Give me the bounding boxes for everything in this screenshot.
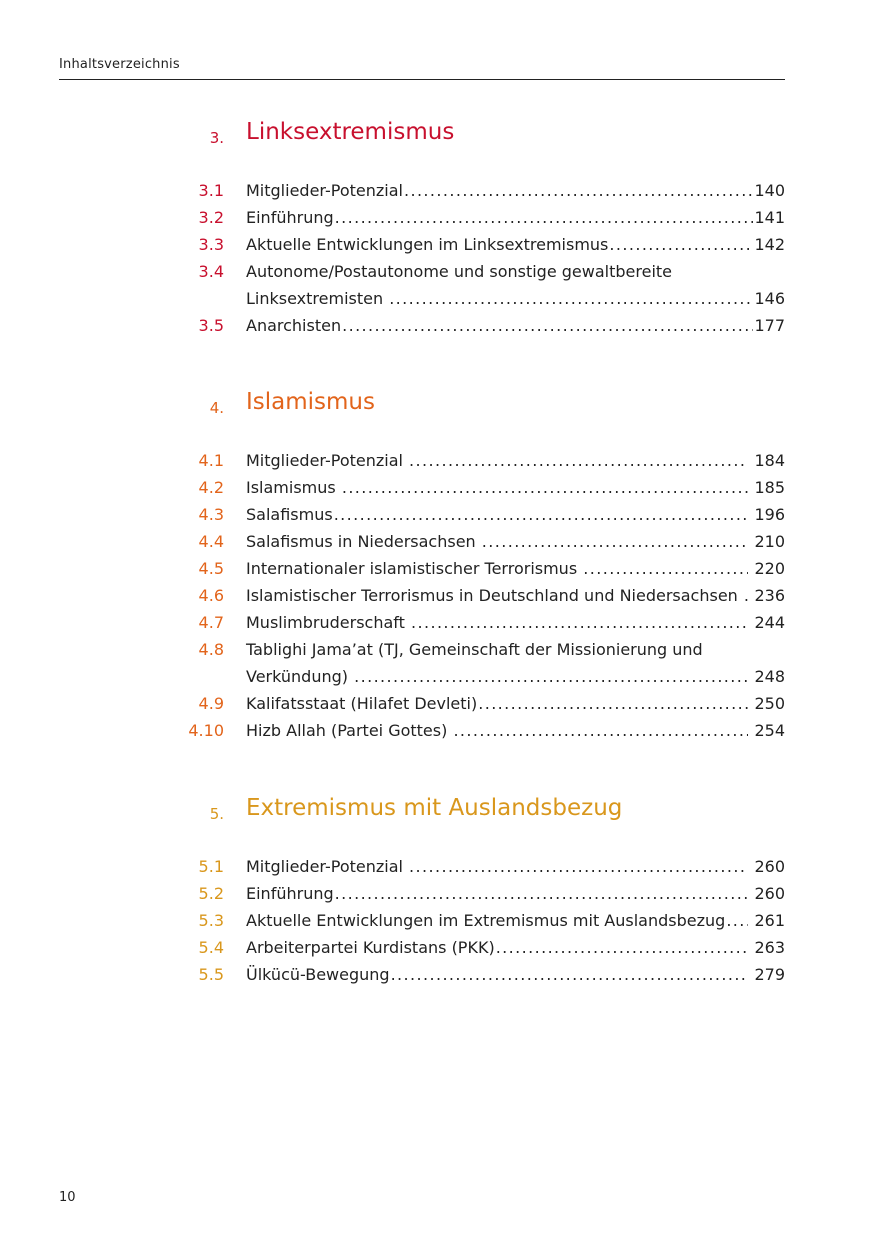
toc-entry[interactable] [170, 447, 785, 474]
toc-entry[interactable] [170, 907, 785, 934]
entry-page: 236 [749, 586, 785, 605]
dot-leader [744, 582, 748, 609]
dot-leader [335, 204, 754, 231]
toc-entry[interactable] [170, 582, 785, 609]
dot-leader [354, 663, 748, 690]
chapter-heading [170, 120, 785, 150]
dot-leader [391, 961, 749, 988]
entry-page: 250 [749, 694, 785, 713]
entry-title: Islamismus [246, 478, 341, 497]
toc-entry[interactable] [170, 474, 785, 501]
entry-number: 4.2 [198, 478, 224, 497]
entry-title: Aktuelle Entwicklungen im Linksextremismus [246, 235, 609, 254]
entry-number: 3.4 [198, 262, 224, 281]
entry-number: 5.3 [198, 911, 224, 930]
dot-leader [478, 690, 748, 717]
entry-title: Einführung [246, 208, 334, 227]
entry-title: Internationaler islamistischer Terrorismus [246, 559, 583, 578]
entry-title: Islamistischer Terrorismus in Deutschland und Niedersachsen [246, 586, 743, 605]
dot-leader [409, 447, 748, 474]
chapter-title: Linksextremismus [246, 119, 455, 145]
entry-title: Autonome/Postautonome und sonstige gewaltbereite [246, 262, 672, 281]
toc-entry[interactable] [170, 204, 785, 231]
toc-entry[interactable] [170, 501, 785, 528]
entry-page: 260 [749, 857, 785, 876]
entry-title: Salafismus in Niedersachsen [246, 532, 481, 551]
chapter-5 [170, 796, 785, 988]
entry-title: Anarchisten [246, 316, 342, 335]
toc-entry[interactable] [170, 690, 785, 717]
toc-entry[interactable] [170, 528, 785, 555]
entry-number: 4.6 [198, 586, 224, 605]
dot-leader [335, 880, 749, 907]
entry-number: 5.5 [198, 965, 224, 984]
entry-title: Mitglieder-Potenzial [246, 857, 409, 876]
dot-leader [453, 717, 748, 744]
entry-page: 261 [749, 911, 785, 930]
toc-entry[interactable] [170, 258, 785, 312]
entry-page: 142 [754, 235, 785, 254]
entry-number: 3.3 [198, 235, 224, 254]
entry-title: Muslimbruderschaft [246, 613, 410, 632]
running-head: Inhaltsverzeichnis [59, 57, 180, 72]
dot-leader [496, 934, 749, 961]
toc-entry[interactable] [170, 853, 785, 880]
entry-title: Mitglieder-Potenzial [246, 181, 403, 200]
entry-number: 3.1 [198, 181, 224, 200]
entry-page: 260 [749, 884, 785, 903]
entry-page: 254 [749, 721, 785, 740]
entry-title: Ülkücü-Bewegung [246, 965, 390, 984]
entry-page: 220 [749, 559, 785, 578]
toc-entry[interactable] [170, 934, 785, 961]
toc-entry[interactable] [170, 609, 785, 636]
entry-title: Arbeiterpartei Kurdistans (PKK) [246, 938, 495, 957]
entry-page: 140 [754, 181, 785, 200]
page-number: 10 [59, 1190, 76, 1205]
chapter-heading [170, 796, 785, 826]
dot-leader [409, 853, 748, 880]
entry-number: 4.1 [198, 451, 224, 470]
toc-entry[interactable] [170, 717, 785, 744]
entry-title: Aktuelle Entwicklungen im Extremismus mit Auslandsbezug [246, 911, 726, 930]
entry-number: 4.8 [198, 640, 224, 659]
entry-page: 263 [749, 938, 785, 957]
chapter-title: Islamismus [246, 389, 375, 415]
entry-title: Tablighi Jama’at (TJ, Gemeinschaft der Missionierung und [246, 640, 703, 659]
dot-leader [583, 555, 748, 582]
chapter-heading [170, 390, 785, 420]
entry-number: 4.9 [198, 694, 224, 713]
entry-title: Salafismus [246, 505, 333, 524]
entry-page: 141 [754, 208, 785, 227]
dot-leader [411, 609, 748, 636]
entry-title: Einführung [246, 884, 334, 903]
entry-page: 210 [749, 532, 785, 551]
entry-page: 146 [754, 289, 785, 308]
entry-page: 244 [749, 613, 785, 632]
entry-title-continued: Verkündung) [246, 667, 354, 686]
entry-page: 184 [749, 451, 785, 470]
chapter-title: Extremismus mit Auslandsbezug [246, 795, 623, 821]
dot-leader [389, 285, 753, 312]
chapter-3 [170, 120, 785, 339]
entry-number: 3.5 [198, 316, 224, 335]
dot-leader [342, 474, 749, 501]
toc-entry[interactable] [170, 177, 785, 204]
toc-entry[interactable] [170, 636, 785, 690]
chapter-4 [170, 390, 785, 744]
entry-title: Kalifatsstaat (Hilafet Devleti) [246, 694, 478, 713]
entry-title-continued: Linksextremisten [246, 289, 389, 308]
entry-number: 4.7 [198, 613, 224, 632]
chapter-number: 5. [209, 805, 224, 823]
dot-leader [334, 501, 749, 528]
entry-number: 5.1 [198, 857, 224, 876]
dot-leader [482, 528, 749, 555]
entry-page: 185 [749, 478, 785, 497]
entry-number: 5.2 [198, 884, 224, 903]
entry-number: 4.3 [198, 505, 224, 524]
toc-entry[interactable] [170, 555, 785, 582]
entry-title: Mitglieder-Potenzial [246, 451, 409, 470]
dot-leader [726, 907, 748, 934]
entry-page: 248 [749, 667, 785, 686]
dot-leader [404, 177, 753, 204]
toc-entry[interactable] [170, 312, 785, 339]
toc-entry[interactable] [170, 231, 785, 258]
entry-page: 279 [749, 965, 785, 984]
entry-title: Hizb Allah (Partei Gottes) [246, 721, 453, 740]
entry-page: 177 [754, 316, 785, 335]
dot-leader [609, 231, 753, 258]
entry-number: 4.4 [198, 532, 224, 551]
entry-number: 4.5 [198, 559, 224, 578]
header-rule [59, 79, 785, 80]
entry-number: 3.2 [198, 208, 224, 227]
chapter-number: 3. [209, 129, 224, 147]
toc-entry[interactable] [170, 880, 785, 907]
dot-leader [342, 312, 753, 339]
entry-page: 196 [749, 505, 785, 524]
entry-number: 5.4 [198, 938, 224, 957]
toc-entry[interactable] [170, 961, 785, 988]
entry-number: 4.10 [188, 721, 224, 740]
chapter-number: 4. [209, 399, 224, 417]
